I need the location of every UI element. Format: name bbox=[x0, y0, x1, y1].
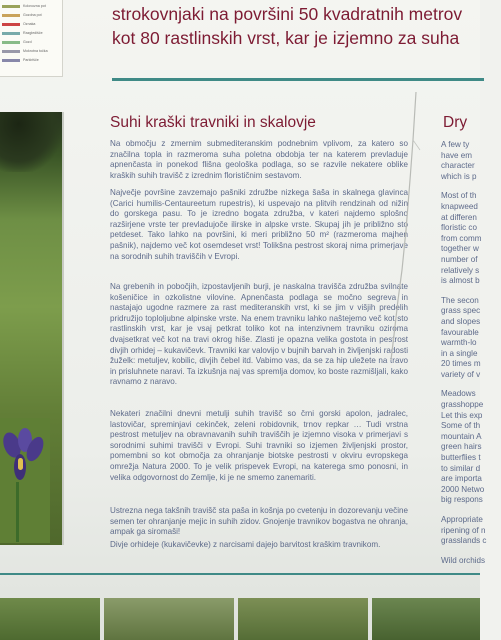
forest-hill-photo bbox=[0, 112, 62, 172]
legend-label: Gozd bbox=[23, 40, 32, 44]
text-line: grass spec bbox=[441, 306, 481, 316]
text-line: which is p bbox=[441, 171, 477, 181]
text-line: character bbox=[441, 161, 475, 171]
bottom-photo bbox=[104, 598, 234, 640]
text-line: at differen bbox=[441, 212, 477, 222]
flower-stem bbox=[16, 482, 19, 542]
bottom-photo bbox=[372, 598, 480, 640]
text-line: Most of th bbox=[441, 191, 477, 201]
text-line: warmth-lo bbox=[441, 338, 477, 348]
section-heading-english: Dry bbox=[443, 114, 468, 131]
text-line: relatively s bbox=[441, 265, 480, 275]
text-line: Appropriate bbox=[441, 515, 483, 524]
line-gap bbox=[441, 547, 501, 556]
text-line: mountain A bbox=[441, 431, 482, 441]
text-line: 2000 Netwo bbox=[441, 484, 485, 494]
text-line: and slopes bbox=[441, 316, 481, 326]
legend-swatch bbox=[2, 14, 20, 17]
top-intro-text bbox=[112, 2, 492, 50]
text-line: The secon bbox=[441, 295, 479, 305]
paragraph: Ustrezna nega takšnih travišč sta paša in košnja po cvetenju in dozorevanju večine semen ter ohranjanje mejic in suhih zidov. Gnojenje travnikov bogastva ne ohranja, ampak ga siromaši! bbox=[110, 506, 408, 537]
text-line: Meadows bbox=[441, 389, 476, 399]
paragraph: Divje orhideje (kukavičevke) z narcisami dajejo barvitost kraškim travnikom. bbox=[110, 540, 381, 549]
legend-item bbox=[2, 4, 46, 8]
bottom-photo-strip bbox=[0, 598, 480, 640]
text-line: green hairs bbox=[441, 442, 482, 452]
text-line: have em bbox=[441, 150, 473, 160]
text-line: ripening of n bbox=[441, 525, 486, 535]
text-line: number of bbox=[441, 254, 478, 264]
legend-item bbox=[2, 49, 48, 53]
text-line: A few ty bbox=[441, 140, 470, 149]
text-line: variety of v bbox=[441, 369, 481, 379]
legend-item bbox=[2, 22, 35, 26]
text-line: together w bbox=[441, 244, 479, 254]
bottom-photo bbox=[238, 598, 368, 640]
text-line: butterflies t bbox=[441, 453, 481, 463]
legend-swatch bbox=[2, 32, 20, 35]
text-line: grasslands c bbox=[441, 536, 487, 546]
top-text-line: kot 80 rastlinskih vrst, kar je izjemno za suha bbox=[112, 28, 460, 48]
legend-label: Razgledišče bbox=[23, 31, 43, 35]
legend-label: Oznaka bbox=[23, 22, 36, 26]
bottom-divider bbox=[0, 573, 480, 575]
text-line: from comm bbox=[441, 233, 482, 243]
legend-label: Kolovozna pot bbox=[23, 4, 46, 8]
legend-swatch bbox=[2, 5, 20, 8]
text-line: in a single bbox=[441, 348, 478, 358]
line-gap bbox=[441, 380, 501, 389]
text-line: floristic co bbox=[441, 223, 477, 233]
flower-beard bbox=[18, 458, 23, 470]
english-text-column bbox=[441, 140, 501, 566]
text-line: are importa bbox=[441, 474, 482, 484]
legend-label: Gozdna pot bbox=[23, 13, 42, 17]
text-line: is almost b bbox=[441, 276, 480, 286]
legend-label: Parkirišče bbox=[23, 58, 39, 62]
text-line: Some of th bbox=[441, 421, 481, 431]
legend-swatch bbox=[2, 41, 20, 44]
text-line: Wild orchids bbox=[441, 555, 486, 565]
paragraph: Največje površine zavzemajo pašniki združbe nizkega šaša in skalnega glavinca (Carici humilis-Centaureetum rupestris), ki uspevajo na plitvih rendzinah od nižin do gorskega pasu. To je izredno bogata združba, v kateri najdemo splošno razširjene vrste ter prevladujoče ilirske in alpske vrste. Skupaj jih je približno sto petdeset. Tako lahko na površini, ki meri približno 50 m² (razmeroma majhen pašnik), najdemo več kot osemdeset vrst! Tolikšna pestrost skoraj nima primerjave na sorodnih suhih traviščih v Evropi. bbox=[110, 188, 408, 261]
text-line: favourable bbox=[441, 327, 479, 337]
map-legend bbox=[0, 0, 63, 77]
bottom-photo bbox=[0, 598, 100, 640]
crack-branch bbox=[413, 140, 420, 150]
legend-label: Mokrotna točka bbox=[23, 49, 48, 53]
paragraph: Nekateri značilni dnevni metulji suhih travišč so črni gorski apolon, jadralec, lastovičar, spreminjavi cekinček, zeleni robidovnik, trnov repkar … Tudi vrstna pestrost metuljev na obravnavanih suhih traviščih je izjemno visoka v primerjavi s sorodnimi suhimi travišči v Evropi. Suhi travniki so izjemen življenjski prostor, pomembni so kot območja za ohranjanje biotske pestrosti v okviru evropskega omrežja Natura 2000. To je velik prispevek Evropi, na katerega smo ponosni, in velika odgovornost do Zemlje, ki je ne smemo zanemariti. bbox=[110, 409, 408, 482]
legend-item bbox=[2, 58, 39, 62]
paragraph: Na grebenih in pobočjih, izpostavljenih burji, je naskalna travišča združba svilnate košeničice in ozkolistne vilovine. Apnenčasta podlaga se močno segreva in nastajajo ugodne razmere za rast mediteranskih vrst, ki se jim v višjih predelih pridružijo toploljubne alpinske vrste. Na enem travniku lahko naštejemo več kot sto rastlinskih vrst, kar je vsaj petkrat toliko kot na intenzivnem travniku oziroma dvajsetkrat več kot na travi okrog hiše. Zlasti je opazna velika gostota in pestrost divjih orhidej – kukavičevk. Travniki kar valovijo v bujnih barvah in življenjski radosti žuželk: metuljev, kobilic, divjih čebel itd. Vabimo vas, da se za hip uležete na travo in prisluhnete naravi. Ta izkušnja naj vas spremlja domov, ko boste razmišljali, kako ravnamo z naravo. bbox=[110, 282, 408, 387]
legend-swatch bbox=[2, 59, 20, 62]
line-gap bbox=[441, 506, 501, 515]
section-heading: Suhi kraški travniki in skalovje bbox=[110, 114, 316, 131]
legend-item bbox=[2, 13, 42, 17]
iris-flower-photo bbox=[0, 418, 50, 543]
legend-item bbox=[2, 31, 43, 35]
paragraph: Na območju z zmernim submediteranskim podnebnim vplivom, za katero so značilna topla in razmeroma suha poletna obdobja ter na katerem prevladuje apnenčasta in ponekod flišna geološka podlaga, so se razvile nekatere oblike kraških suhih travišč z izrednim florističnim sestavom. bbox=[110, 139, 408, 180]
text-line: knapweed bbox=[441, 201, 478, 211]
text-line: big respons bbox=[441, 495, 483, 505]
text-line: 20 times m bbox=[441, 359, 481, 369]
text-line: to similar d bbox=[441, 463, 481, 473]
divider bbox=[112, 78, 484, 81]
line-gap bbox=[441, 182, 501, 191]
line-gap bbox=[441, 287, 501, 296]
legend-swatch bbox=[2, 50, 20, 53]
text-line: grasshoppe bbox=[441, 400, 484, 410]
text-line: Let this exp bbox=[441, 410, 483, 420]
legend-swatch bbox=[2, 23, 20, 26]
top-text-line: strokovnjaki na površini 50 kvadratnih metrov bbox=[112, 4, 463, 24]
legend-item bbox=[2, 40, 32, 44]
